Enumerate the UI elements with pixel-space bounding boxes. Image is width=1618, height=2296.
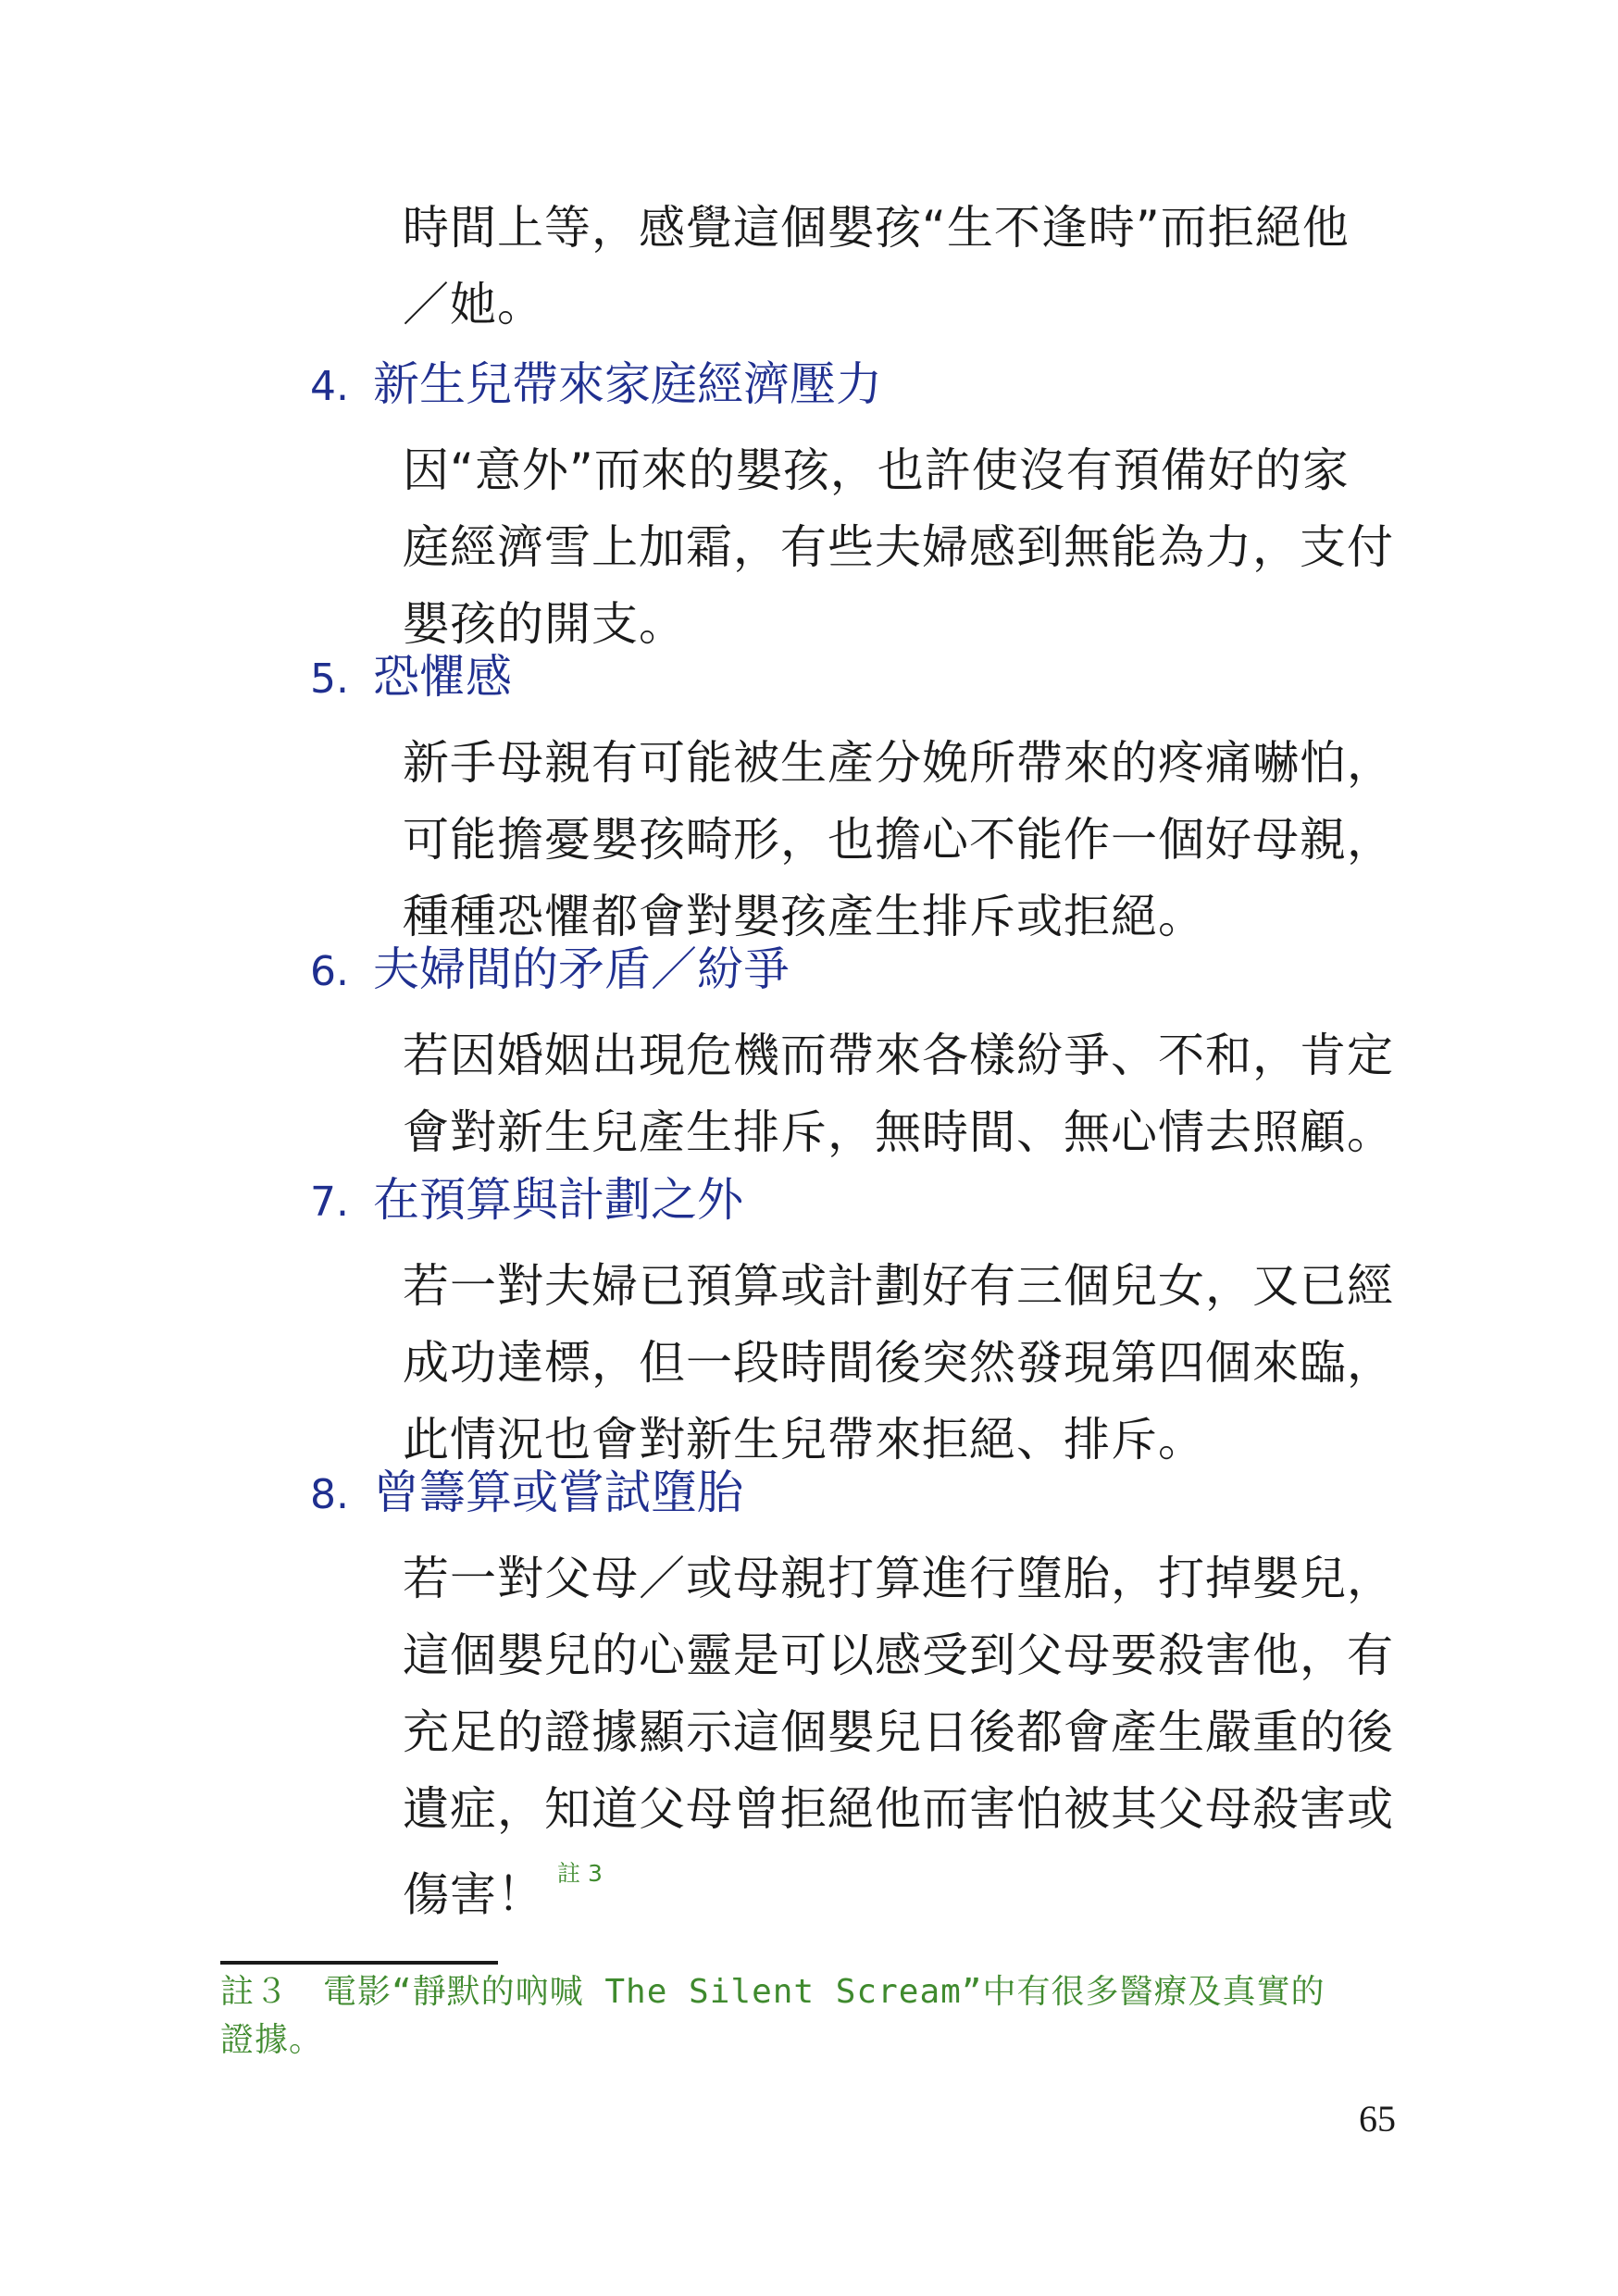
section-paragraph-4 [403, 432, 1398, 663]
page-number: 65 [1359, 2098, 1396, 2140]
paragraph-line: 遺症，知道父母曾拒絕他而害怕被其父母殺害或 [403, 1782, 1394, 1836]
paragraph-line: 時間上等，感覺這個嬰孩“生不逢時”而拒絕他 [403, 201, 1350, 255]
section-number: 6. [310, 948, 349, 995]
section-heading-4 [310, 352, 882, 419]
paragraph-line: 可能擔憂嬰孩畸形，也擔心不能作一個好母親， [403, 813, 1394, 867]
paragraph-line: 若一對夫婦已預算或計劃好有三個兒女，又已經 [403, 1259, 1394, 1313]
paragraph-line: ／她。 [403, 278, 544, 331]
section-heading-7 [310, 1167, 743, 1235]
section-paragraph-6 [403, 1017, 1398, 1171]
intro-paragraph [403, 190, 1398, 343]
paragraph-line: 庭經濟雪上加霜，有些夫婦感到無能為力，支付 [403, 520, 1394, 574]
section-title: 在預算與計劃之外 [373, 1173, 743, 1227]
section-heading-6 [310, 937, 790, 1004]
section-paragraph-8 [403, 1541, 1398, 1934]
section-paragraph-5 [403, 725, 1398, 955]
section-number: 4. [310, 363, 349, 410]
paragraph-line: 成功達標，但一段時間後突然發現第四個來臨， [403, 1336, 1394, 1390]
footnote-line: 註３ 電影“靜默的吶喊 The Silent Scream”中有很多醫療及真實的 [220, 1973, 1326, 2011]
paragraph-line: 新手母親有可能被生產分娩所帶來的疼痛嚇怕， [403, 736, 1394, 790]
section-title: 曾籌算或嘗試墮胎 [373, 1466, 743, 1519]
paragraph-line: 因“意外”而來的嬰孩，也許使沒有預備好的家 [403, 443, 1350, 497]
footnote [220, 1968, 1405, 2065]
section-heading-8 [310, 1460, 743, 1528]
section-paragraph-7 [403, 1248, 1398, 1479]
paragraph-line: 會對新生兒產生排斥，無時間、無心情去照顧。 [403, 1105, 1394, 1159]
paragraph-line-text: 傷害！ [403, 1867, 544, 1922]
paragraph-line: 此情況也會對新生兒帶來拒絕、排斥。 [403, 1413, 1205, 1466]
paragraph-line: 種種恐懼都會對嬰孩產生排斥或拒絕。 [403, 890, 1205, 943]
paragraph-line: 若一對父母／或母親打算進行墮胎，打掉嬰兒， [403, 1552, 1394, 1605]
footnote-line: 證據。 [220, 2021, 324, 2059]
paragraph-line: 這個嬰兒的心靈是可以感受到父母要殺害他，有 [403, 1628, 1394, 1682]
section-number: 8. [310, 1471, 349, 1518]
paragraph-line: 若因婚姻出現危機而帶來各樣紛爭、不和，肯定 [403, 1029, 1394, 1082]
paragraph-line: 充足的證據顯示這個嬰兒日後都會產生嚴重的後 [403, 1705, 1394, 1759]
section-number: 7. [310, 1179, 349, 1226]
section-heading-5 [310, 644, 512, 712]
section-title: 新生兒帶來家庭經濟壓力 [373, 357, 882, 411]
footnote-reference[interactable]: 註 3 [557, 1860, 603, 1887]
section-title: 恐懼感 [373, 650, 512, 704]
section-number: 5. [310, 655, 349, 703]
paragraph-last-line [403, 1848, 1398, 1934]
footnote-divider [220, 1961, 498, 1965]
section-title: 夫婦間的矛盾／紛爭 [373, 942, 790, 996]
paragraph-line: 嬰孩的開支。 [403, 597, 686, 651]
